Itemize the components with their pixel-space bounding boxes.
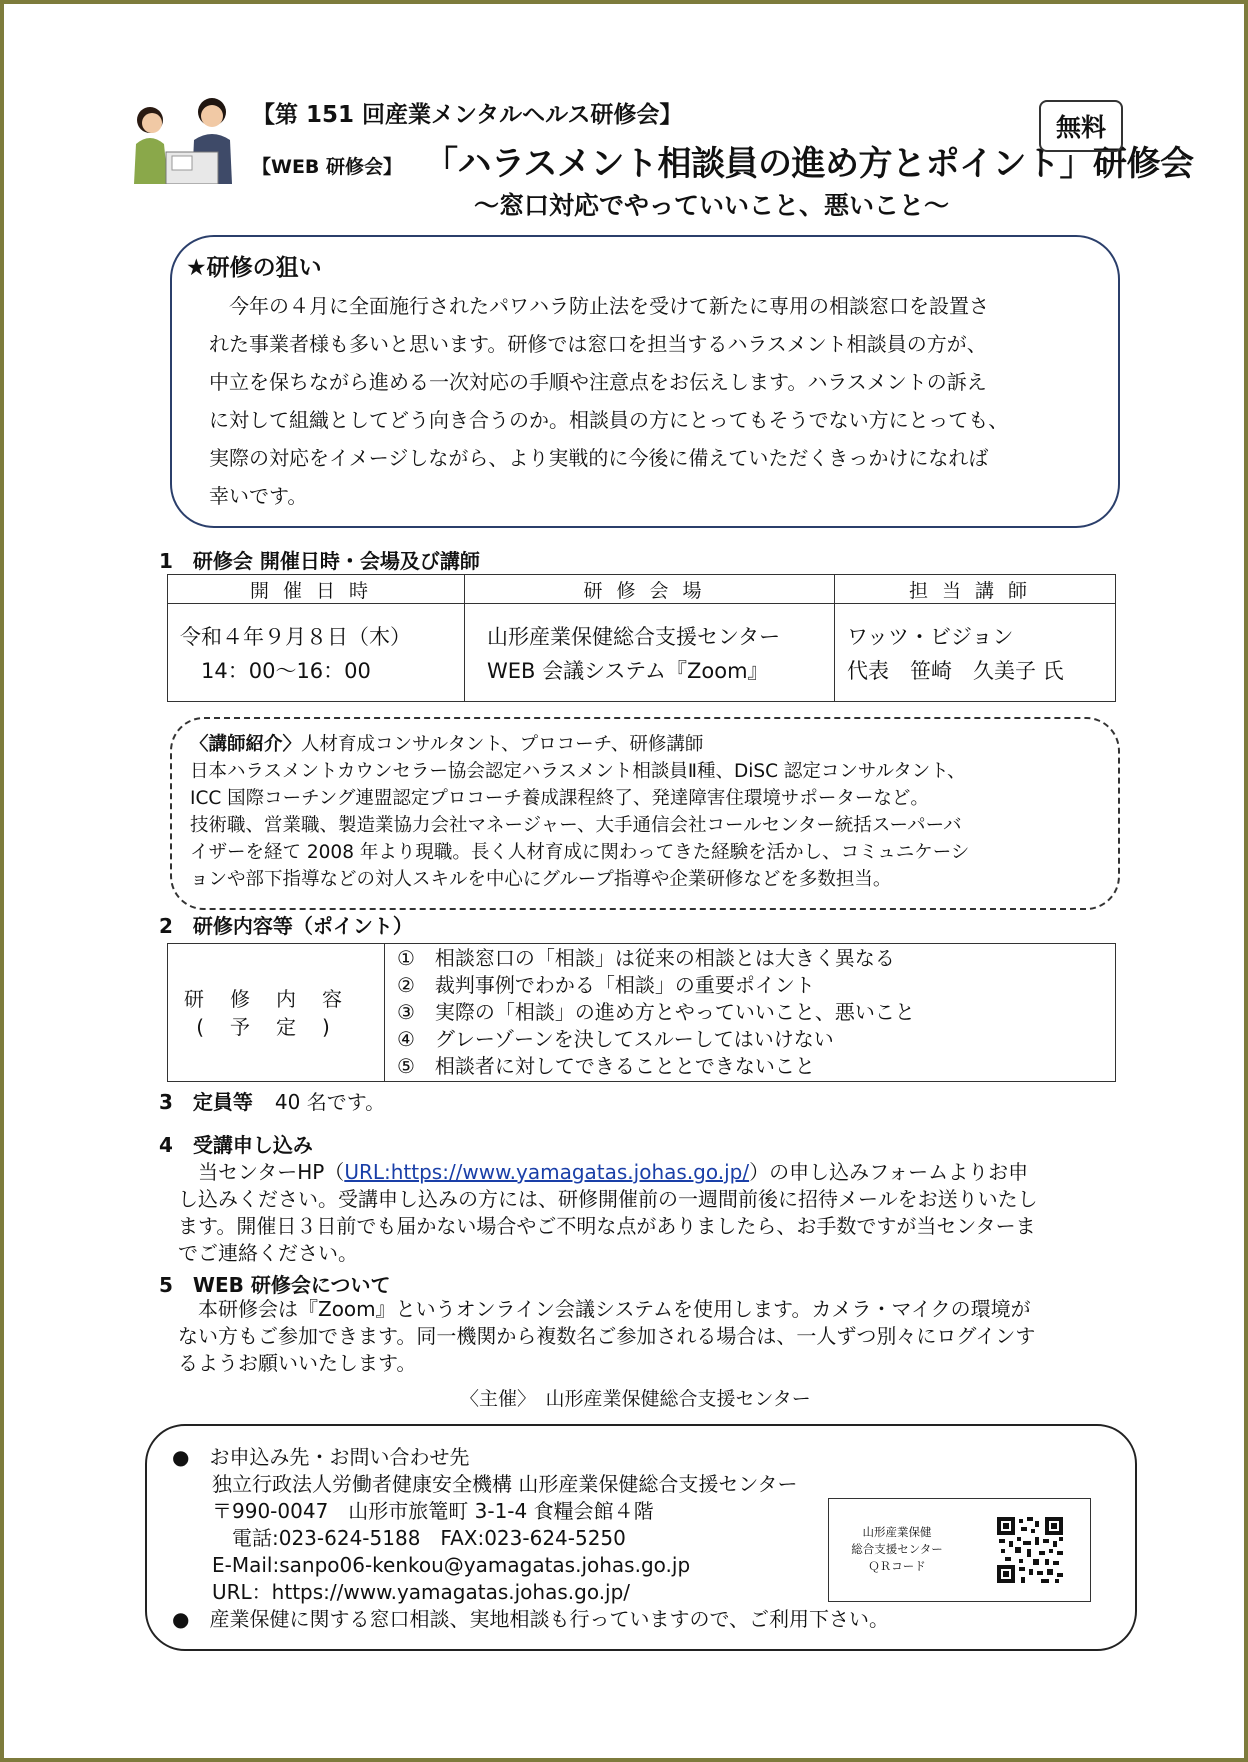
contact-text: [172, 1444, 889, 1633]
intro-line: ICC 国際コーチング連盟認定プロコーチ養成課程終了、発達障害住環境サポーターなど。: [190, 788, 929, 809]
capacity-text: 40 名です。: [274, 1090, 386, 1114]
contact-url: URL：https://www.yamagatas.johas.go.jp/: [172, 1580, 631, 1604]
content-label: 研修内容: [184, 986, 368, 1011]
aim-body: [209, 287, 1109, 515]
schedule-table: [167, 574, 1116, 702]
web-line: ない方もご参加できます。同一機関から複数名ご参加される場合は、一人ずつ別々にログインす: [178, 1324, 1036, 1348]
table-header: 開催日時: [168, 575, 465, 604]
aim-line: 中立を保ちながら進める一次対応の手順や注意点をお伝えします。ハラスメントの訴え: [209, 370, 987, 394]
contact-line: 独立行政法人労働者健康安全機構 山形産業保健総合支援センター: [172, 1472, 798, 1496]
point-item: ⑤ 相談者に対してできることとできないこと: [397, 1054, 815, 1078]
lecturer-cell: [835, 604, 1116, 702]
content-points-cell: [385, 944, 1116, 1082]
table-header: 担当講師: [835, 575, 1116, 604]
point-item: ② 裁判事例でわかる「相談」の重要ポイント: [397, 973, 815, 997]
lecturer-intro-text: [190, 731, 969, 893]
contact-line: ● お申込み先・お問い合わせ先: [172, 1445, 470, 1469]
aim-line: 実際の対応をイメージしながら、より実戦的に今後に備えていただくきっかけになれば: [209, 446, 989, 470]
lecturer-org: ワッツ・ビジョン: [847, 624, 1014, 649]
section1-heading: 1 研修会 開催日時・会場及び講師: [159, 549, 480, 573]
qr-code-icon[interactable]: [997, 1517, 1063, 1583]
date-cell: [168, 604, 465, 702]
aim-line: 幸いです。: [209, 484, 308, 508]
organizer: 〈主催〉 山形産業保健総合支援センター: [460, 1388, 811, 1410]
intro-line: ョンや部下指導などの対人スキルを中心にグループ指導や企業研修などを多数担当。: [190, 869, 892, 890]
section3: [159, 1086, 385, 1115]
page-subtitle: ～窓口対応でやっていいこと、悪いこと～: [474, 191, 950, 220]
intro-line: 日本ハラスメントカウンセラー協会認定ハラスメント相談員Ⅱ種、DiSC 認定コンサルタント、: [190, 761, 966, 782]
web-line: るようお願いいたします。: [178, 1351, 417, 1375]
qr-label-line: ＱＲコード: [868, 1559, 926, 1573]
web-tag: 【WEB 研修会】: [252, 156, 403, 178]
qr-label-line: 総合支援センター: [851, 1542, 943, 1556]
apply-line: し込みください。受講申し込みの方には、研修開催前の一週間前後に招待メールをお送りいたし: [178, 1187, 1038, 1211]
contact-line: 電話:023-624-5188 FAX:023-624-5250: [172, 1526, 626, 1550]
consultation-illustration: [132, 92, 248, 184]
table-header: 研修会場: [465, 575, 835, 604]
point-item: ④ グレーゾーンを決してスルーしてはいけない: [397, 1027, 834, 1051]
apply-line: でご連絡ください。: [178, 1241, 358, 1265]
website-link[interactable]: URL:https://www.yamagatas.johas.go.jp/: [344, 1160, 750, 1184]
aim-line: に対して組織としてどう向き合うのか。相談員の方にとってもそうでない方にとっても、: [209, 408, 1009, 432]
aim-line: 今年の４月に全面施行されたパワハラ防止法を受けて新たに専用の相談窓口を設置さ: [209, 294, 989, 318]
section2-heading: 2 研修内容等（ポイント）: [159, 914, 413, 938]
section3-heading: 3 定員等: [159, 1090, 253, 1114]
venue-cell: [465, 604, 835, 702]
intro-line: イザーを経て 2008 年より現職。長く人材育成に関わってきた経験を活かし、コミュニケーシ: [190, 842, 970, 863]
section4-heading: 4 受講申し込み: [159, 1133, 313, 1157]
point-item: ③ 実際の「相談」の進め方とやっていいこと、悪いこと: [397, 1000, 915, 1024]
venue-line: WEB 会議システム『Zoom』: [487, 658, 769, 683]
intro-line: 技術職、営業職、製造業協力会社マネージャー、大手通信会社コールセンター統括スーパーバ: [190, 815, 962, 836]
web-line: 本研修会は『Zoom』というオンライン会議システムを使用します。カメラ・マイクの環境が: [178, 1297, 1031, 1321]
qr-label-line: 山形産業保健: [862, 1525, 932, 1539]
content-label-cell: [168, 944, 385, 1082]
intro-label: 〈講師紹介〉: [190, 734, 302, 755]
seminar-number: 【第 151 回産業メンタルヘルス研修会】: [252, 102, 683, 128]
content-table: [167, 943, 1116, 1082]
intro-line: 人材育成コンサルタント、プロコーチ、研修講師: [301, 734, 704, 755]
contact-email: E-Mail:sanpo06-kenkou@yamagatas.johas.go.jp: [172, 1553, 691, 1577]
venue-line: 山形産業保健総合支援センター: [487, 624, 781, 649]
section5-body: [178, 1296, 1035, 1377]
date-line: 令和４年９月８日（木）: [180, 624, 411, 649]
page-title: 「ハラスメント相談員の進め方とポイント」研修会: [424, 144, 1194, 184]
section4-body: [178, 1159, 1038, 1267]
lecturer-name: 代表 笹崎 久美子 氏: [847, 658, 1064, 683]
qr-label: [842, 1524, 952, 1575]
aim-title: ★研修の狙い: [186, 255, 322, 281]
apply-text: 当センターHP（: [178, 1160, 345, 1184]
free-badge: 無料: [1039, 100, 1123, 152]
section5-heading: 5 WEB 研修会について: [159, 1273, 391, 1297]
point-item: ① 相談窓口の「相談」は従来の相談とは大きく異なる: [397, 946, 895, 970]
apply-line: ます。開催日３日前でも届かない場合やご不明な点がありましたら、お手数ですが当センターま: [178, 1214, 1036, 1238]
time-line: 14：00～16：00: [180, 658, 371, 683]
content-label-note: (予定): [196, 1014, 356, 1039]
contact-line: ● 産業保健に関する窓口相談、実地相談も行っていますので、ご利用下さい。: [172, 1607, 890, 1631]
aim-line: れた事業者様も多いと思います。研修では窓口を担当するハラスメント相談員の方が、: [209, 332, 987, 356]
apply-text: ）の申し込みフォームよりお申: [749, 1160, 1029, 1184]
contact-line: 〒990-0047 山形市旅篭町 3-1-4 食糧会館４階: [172, 1499, 654, 1523]
